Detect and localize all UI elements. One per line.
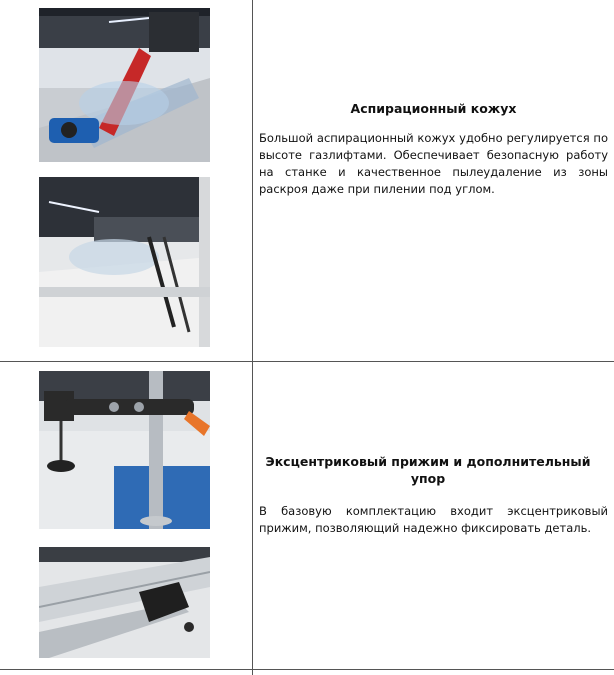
- section-title: Аспирационный кожух: [350, 101, 517, 116]
- section-description: В базовую комплектацию входит эксцентриковый прижим, позволяющий надежно фиксировать деталь.: [259, 504, 608, 535]
- section-title: Эксцентриковый прижим и дополнительный упор: [265, 454, 591, 486]
- table-bottom-border: [0, 669, 614, 670]
- photo-dust-hood-gas-lift: [39, 177, 210, 347]
- photo-dust-hood-front: [39, 8, 210, 162]
- photo-additional-stop: [39, 547, 210, 658]
- section-description: Большой аспирационный кожух удобно регулируется по высоте газлифтами. Обеспечивает безопасную работу на станке и качественное пылеудаление из зоны раскроя даже при пилении под углом.: [259, 131, 608, 196]
- photo-eccentric-clamp: [39, 371, 210, 529]
- row-divider: [0, 361, 614, 362]
